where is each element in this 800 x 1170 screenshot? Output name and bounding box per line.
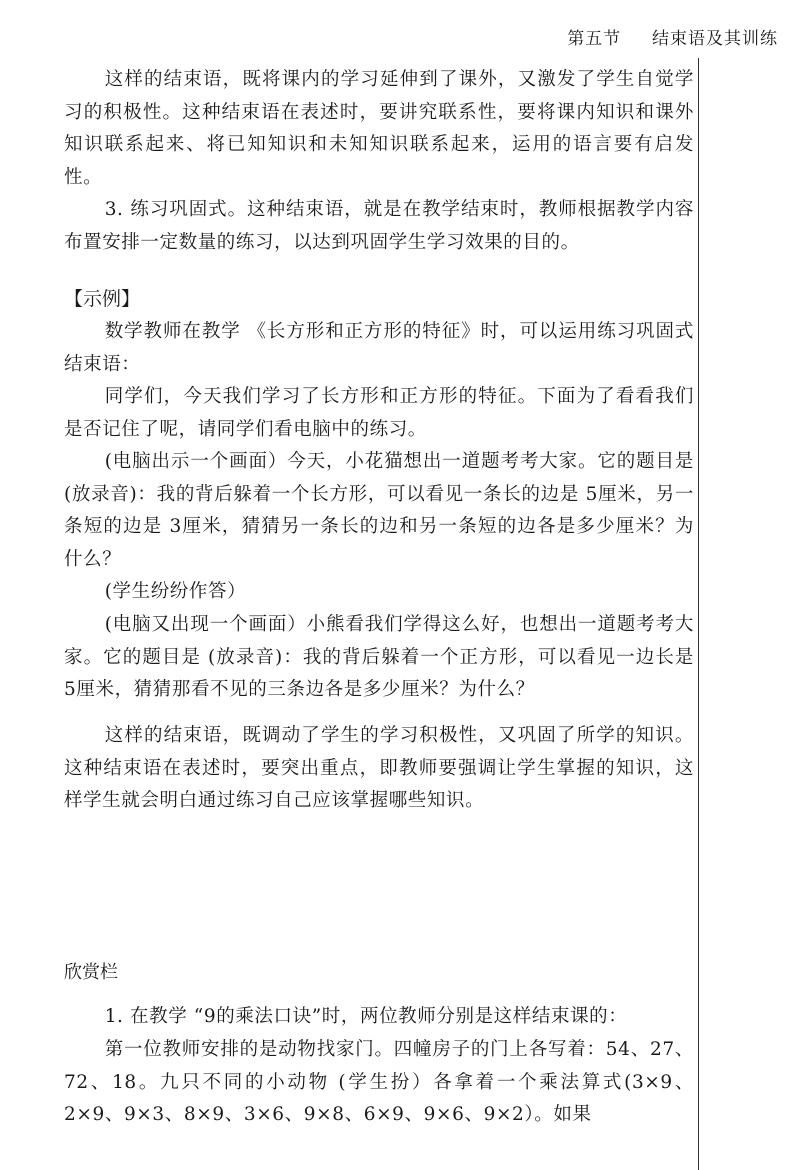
example-label: 【示例】 xyxy=(64,288,141,310)
margin-rule xyxy=(698,58,699,1170)
paragraph-3: 数学教师在教学 《长方形和正方形的特征》时，可以运用练习巩固式结束语： xyxy=(64,321,694,375)
appreciate-label: 欣赏栏 xyxy=(64,962,118,983)
paragraph-4: 同学们，今天我们学习了长方形和正方形的特征。下面为了看看我们是否记住了呢，请同学们看电脑中的练习。 xyxy=(64,386,694,440)
paragraph-5: (电脑出示一个画面）今天，小花猫想出一道题考考大家。它的题目是 (放录音)：我的背后躲着一个长方形，可以看见一条长的边是 5厘米，另一条短的边是 3厘米，猜猜另一条长的边和另一条短的边各是多少厘米？为什么？ xyxy=(64,451,694,570)
paragraph-7: (电脑又出现一个画面）小熊看我们学得这么好，也想出一道题考考大家。它的题目是 (放录音)：我的背后躲着一个正方形，可以看见一边长是 5厘米，猜猜那看不见的三条边各是多少厘米？为什么？ xyxy=(64,614,694,700)
running-header xyxy=(567,24,778,49)
paragraph-10: 第一位教师安排的是动物找家门。四幢房子的门上各写着：54、27、72、18。九只不同的小动物 (学生扮）各拿着一个乘法算式(3×9、2×9、9×3、8×9、3×6、9×8、6×9、9×6、9×2）。如果 xyxy=(64,1039,694,1125)
paragraph-2: 3. 练习巩固式。这种结束语，就是在教学结束时，教师根据教学内容布置安排一定数量的练习，以达到巩固学生学习效果的目的。 xyxy=(64,199,694,253)
paragraph-9: 1. 在教学 “9的乘法口诀”时，两位教师分别是这样结束课的： xyxy=(104,1006,628,1027)
paragraph-8: 这样的结束语，既调动了学生的学习积极性，又巩固了所学的知识。这种结束语在表述时，要突出重点，即教师要强调让学生掌握的知识，这样学生就会明白通过练习自己应该掌握哪些知识。 xyxy=(64,725,694,811)
section-number: 第五节 xyxy=(567,29,622,49)
section-title: 结束语及其训练 xyxy=(652,29,778,49)
paragraph-6: (学生纷纷作答） xyxy=(104,581,247,602)
paragraph-1: 这样的结束语，既将课内的学习延伸到了课外，又激发了学生自觉学习的积极性。这种结束语在表述时，要讲究联系性，要将课内知识和课外知识联系起来、将已知知识和未知知识联系起来，运用的语言要有启发性。 xyxy=(64,69,694,188)
